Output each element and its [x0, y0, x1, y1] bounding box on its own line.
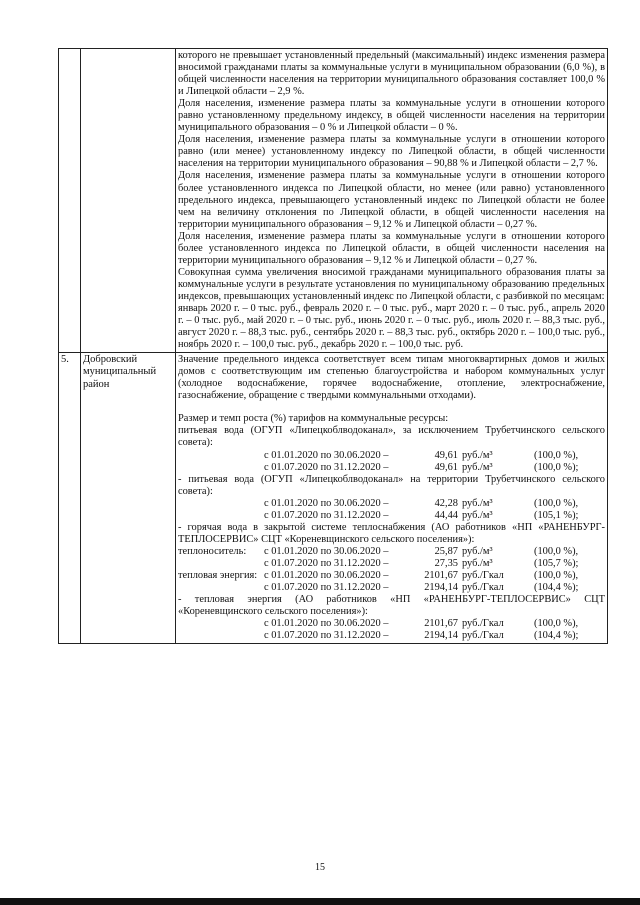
paragraph: Доля населения, изменение размера платы за коммунальные услуги в отношении которого равно установленному предельному индексу, в общей численности населения на территории муниципального образования – 0 % и Липецкой области – 0 %.: [178, 98, 605, 134]
tariff-pct: (100,0 %);: [534, 461, 579, 473]
tariff-line: [178, 450, 605, 462]
tariff-value: 2194,14: [424, 630, 458, 642]
tariff-period: с 01.07.2020 по 31.12.2020 –: [264, 582, 389, 594]
tariff-pct: (105,1 %);: [534, 509, 579, 521]
tariff-unit: руб./м³: [462, 545, 493, 557]
tariff-value: 42,28: [434, 497, 458, 509]
table-row: [59, 49, 608, 353]
tariff-line: [178, 630, 605, 642]
tariff-unit: руб./м³: [462, 497, 493, 509]
tariff-unit: руб./м³: [462, 449, 493, 461]
intro-paragraph: Значение предельного индекса соответствует всем типам многоквартирных домов и жилых домов с соответствующим им степенью благоустройства и набором коммунальных услуг (холодное водоснабжение, горячее водоснабжение, отопление, электроснабжение, газоснабжение, обращение с твердыми коммунальными отходами).: [178, 354, 605, 402]
tariff-line: [178, 462, 605, 474]
tariff-unit: руб./м³: [462, 509, 493, 521]
tariff-period: с 01.01.2020 по 30.06.2020 –: [264, 497, 389, 509]
tariff-pct: (100,0 %),: [534, 618, 579, 630]
tariff-group-title: питьевая вода (ОГУП «Липецкоблводоканал», за исключением Трубетчинского сельского совета):: [178, 425, 605, 449]
page-number: 15: [315, 862, 325, 873]
tariff-unit: руб./м³: [462, 557, 493, 569]
district-cell: [81, 49, 176, 353]
tariff-value: 25,87: [434, 545, 458, 557]
tariff-value: 2101,67: [424, 569, 458, 581]
description-cell: [176, 353, 608, 644]
tariff-unit: руб./Гкал: [462, 569, 504, 581]
tariff-value: 49,61: [434, 461, 458, 473]
tariff-line: [178, 558, 605, 570]
tariff-group-title: - тепловая энергия (АО работников «НП «РАНЕНБУРГ-ТЕПЛОСЕРВИС» СЦТ «Кореневщинского сельского поселения»):: [178, 594, 605, 618]
paragraph: Доля населения, изменение размера платы за коммунальные услуги в отношении которого равно (или менее) установленному индексу по Липецкой области, в общей численности населения на территории муниципального образования – 90,88 % и Липецкой области – 2,7 %.: [178, 134, 605, 170]
tariff-pct: (100,0 %),: [534, 497, 579, 509]
tariff-pct: (105,7 %);: [534, 557, 579, 569]
tariff-line: [178, 570, 605, 582]
tariff-period: с 01.01.2020 по 30.06.2020 –: [264, 569, 389, 581]
tariff-value: 2101,67: [424, 618, 458, 630]
tariff-line: [178, 618, 605, 630]
tariff-pct: (100,0 %),: [534, 449, 579, 461]
description-cell: [176, 49, 608, 353]
row-number-cell: 5.: [59, 353, 81, 644]
tariff-value: 27,35: [434, 557, 458, 569]
tariff-pct: (100,0 %),: [534, 569, 579, 581]
tariff-group-title: - горячая вода в закрытой системе теплоснабжения (АО работников «НП «РАНЕНБУРГ-ТЕПЛОСЕРВИС» СЦТ «Кореневщинского сельского поселения»):: [178, 521, 605, 545]
tariff-pct: (104,4 %);: [534, 630, 579, 642]
tariff-line: [178, 582, 605, 594]
district-cell: Добровский муниципальный район: [81, 353, 176, 644]
tariff-period: с 01.01.2020 по 30.06.2020 –: [264, 449, 389, 461]
tariff-line: [178, 546, 605, 558]
tariff-pct: (104,4 %);: [534, 582, 579, 594]
paragraph: Совокупная сумма увеличения вносимой гражданами муниципального образования платы за коммунальные услуги в результате установления по муниципальному образованию предельных индексов, превышающих установленный индекс по Липецкой области, с разбивкой по месяцам:: [178, 266, 605, 302]
table-row: [59, 353, 608, 644]
tariff-line: [178, 498, 605, 510]
tariff-period: с 01.07.2020 по 31.12.2020 –: [264, 630, 389, 642]
tariff-pct: (100,0 %),: [534, 545, 579, 557]
indices-table: [58, 48, 608, 644]
monthly-breakdown: январь 2020 г. – 0 тыс. руб., февраль 2020 г. – 0 тыс. руб., март 2020 г. – 0 тыс. руб., апрель 2020 г. – 0 тыс. руб., май 2020 г. – 0 тыс. руб., июнь 2020 г. – 0 тыс. руб., июль 2020 г. – 88,3 тыс. руб., август 2020 г. – 88,3 тыс. руб., сентябрь 2020 г. – 88,3 тыс. руб., октябрь 2020 г. – 100,0 тыс. руб., ноябрь 2020 г. – 100,0 тыс. руб., декабрь 2020 г. – 100,0 тыс. руб.: [178, 302, 605, 351]
tariff-unit: руб./Гкал: [462, 618, 504, 630]
paragraph: Доля населения, изменение размера платы за коммунальные услуги в отношении которого более установленного индекса по Липецкой области, но менее (или равно) установленного предельного индекса, превышающего установленный индекс по Липецкой области не более чем на величину отклонения по Липецкой области, в общей численности населения на территории муниципального образования – 9,12 % и Липецкой области – 0,27 %.: [178, 170, 605, 230]
tariff-period: с 01.07.2020 по 31.12.2020 –: [264, 509, 389, 521]
tariff-groups: [178, 425, 605, 642]
tariff-unit: руб./Гкал: [462, 630, 504, 642]
tariff-period: с 01.01.2020 по 30.06.2020 –: [264, 545, 389, 557]
tariff-label: тепловая энергия:: [178, 569, 258, 581]
row-number-cell: [59, 49, 81, 353]
tariff-unit: руб./Гкал: [462, 582, 504, 594]
paragraph: которого не превышает установленный предельный (максимальный) индекс изменения размера вносимой гражданами платы за коммунальные услуги в муниципальном образовании (6,0 %), в общей численности населения на территории муниципального образования составляет 100,0 % и Липецкой области – 2,9 %.: [178, 50, 605, 98]
tariff-value: 49,61: [434, 449, 458, 461]
tariff-value: 2194,14: [424, 582, 458, 594]
tariff-group-title: - питьевая вода (ОГУП «Липецкоблводоканал» на территории Трубетчинского сельского совета):: [178, 473, 605, 497]
tariff-label: теплоноситель:: [178, 545, 247, 557]
tariff-period: с 01.01.2020 по 30.06.2020 –: [264, 618, 389, 630]
scan-edge: [0, 898, 640, 905]
tariff-line: [178, 510, 605, 522]
paragraph: Доля населения, изменение размера платы за коммунальные услуги в отношении которого более установленного индекса по Липецкой области, в общей численности населения на территории муниципального образования – 9,12 % и Липецкой области – 0,27 %.: [178, 230, 605, 266]
tariff-value: 44,44: [434, 509, 458, 521]
tariff-unit: руб./м³: [462, 461, 493, 473]
tariff-period: с 01.07.2020 по 31.12.2020 –: [264, 557, 389, 569]
tariff-period: с 01.07.2020 по 31.12.2020 –: [264, 461, 389, 473]
tariffs-heading: Размер и темп роста (%) тарифов на коммунальные ресурсы:: [178, 413, 449, 425]
